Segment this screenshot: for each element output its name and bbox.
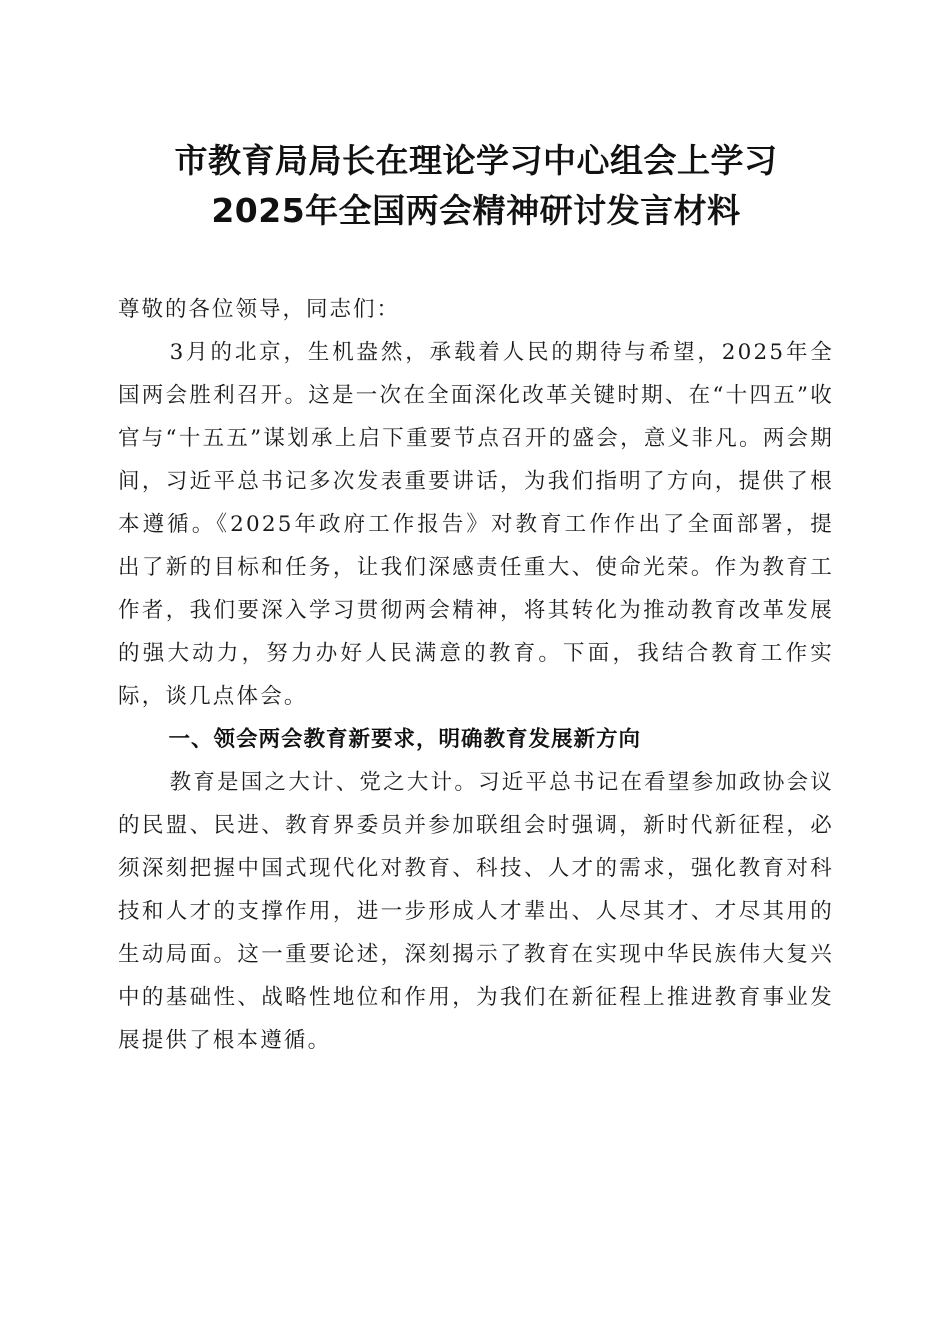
title-line-2: 2025年全国两会精神研讨发言材料	[211, 191, 741, 230]
title-line-1: 市教育局局长在理论学习中心组会上学习	[174, 141, 778, 180]
document-title	[118, 136, 834, 236]
section-heading-1: 一、领会两会教育新要求，明确教育发展新方向	[168, 727, 642, 752]
salutation: 尊敬的各位领导，同志们：	[118, 297, 401, 322]
paragraph-intro: 3月的北京，生机盎然，承载着人民的期待与希望，2025年全国两会胜利召开。这是一次在全面深化改革关键时期、在“十四五”收官与“十五五”谋划承上启下重要节点召开的盛会，意义非凡。两会期间，习近平总书记多次发表重要讲话，为我们指明了方向，提供了根本遵循。《2025年政府工作报告》对教育工作作出了全面部署，提出了新的目标和任务，让我们深感责任重大、使命光荣。作为教育工作者，我们要深入学习贯彻两会精神，将其转化为推动教育改革发展的强大动力，努力办好人民满意的教育。下面，我结合教育工作实际，谈几点体会。	[118, 340, 834, 709]
paragraph-section-1: 教育是国之大计、党之大计。习近平总书记在看望参加政协会议的民盟、民进、教育界委员并参加联组会时强调，新时代新征程，必须深刻把握中国式现代化对教育、科技、人才的需求，强化教育对科技和人才的支撑作用，进一步形成人才辈出、人尽其才、才尽其用的生动局面。这一重要论述，深刻揭示了教育在实现中华民族伟大复兴中的基础性、战略性地位和作用，为我们在新征程上推进教育事业发展提供了根本遵循。	[118, 770, 834, 1053]
document-page	[118, 136, 834, 1062]
